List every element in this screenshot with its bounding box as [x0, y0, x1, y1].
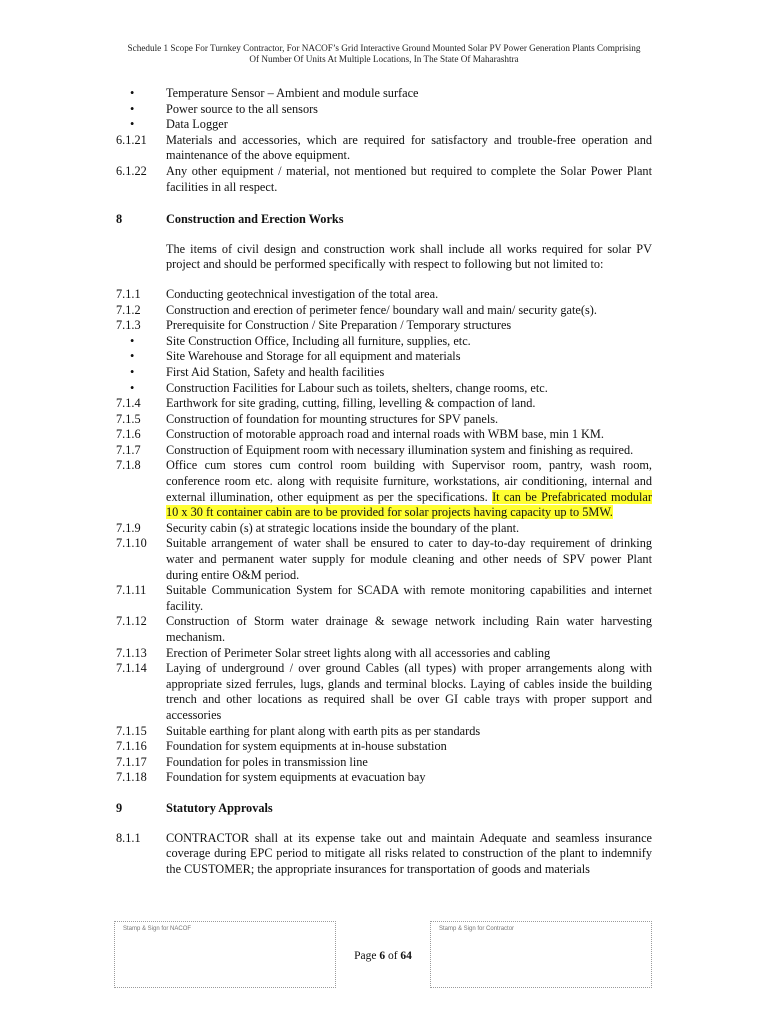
clause-item: 7.1.4 Earthwork for site grading, cutting, filling, levelling & compaction of land. [116, 396, 536, 411]
page-number: Page 6 of 64 [354, 950, 412, 962]
bullet-item: • Power source to the all sensors [116, 102, 652, 118]
bullet-icon: • [130, 333, 135, 348]
clause-item: 7.1.12 Construction of Storm water drainage & sewage network including Rain water harvesting mechanism. [116, 614, 652, 644]
clause-item: 7.1.16 Foundation for system equipments at in-house substation [116, 739, 447, 754]
clause-item: 7.1.8 Office cum stores cum control room building with Supervisor room, pantry, wash room, conference room etc. along with requisite furniture, workstations, air conditioning, internal and external illumination, other equipment as per the specifications. It can be Prefabricated modular 10 x 30 ft container cabin are to be provided for solar projects having capacity up to 5MW. [116, 458, 652, 520]
bullet-item: • Temperature Sensor – Ambient and module surface [116, 86, 652, 102]
page-header [100, 43, 668, 65]
clause-item: 7.1.18 Foundation for system equipments at evacuation bay [116, 770, 426, 785]
bullet-icon: • [130, 364, 135, 379]
clause-item: 7.1.15 Suitable earthing for plant along with earth pits as per standards [116, 723, 481, 738]
clause-item: 8.1.1 CONTRACTOR shall at its expense take out and maintain Adequate and seamless insurance coverage during EPC period to mitigate all risks related to construction of the plant to indemnify the CUSTOMER; the appropriate insurances for transportation of goods and materials [116, 830, 652, 876]
header-line-1: Schedule 1 Scope For Turnkey Contractor, For NACOF’s Grid Interactive Ground Mounted Solar PV Power Generation Plants Comprising [127, 43, 641, 53]
highlighted-text: It can be Prefabricated modular 10 x 30 ft container cabin are to be provided for solar projects having capacity up to 5MW. [166, 489, 652, 520]
stamp-label: Stamp & Sign for NACOF [123, 926, 192, 932]
clause-item: 7.1.14 Laying of underground / over ground Cables (all types) with proper arrangements along with appropriate sized ferrules, lugs, glands and terminal blocks. Laying of cables inside the building trench and other locations as required shall be over GI cable trays with proper support and accessories [116, 661, 652, 722]
page-content [116, 86, 652, 877]
section-heading: 8 Construction and Erection Works [116, 212, 344, 227]
clause-item: 7.1.2 Construction and erection of perimeter fence/ boundary wall and main/ security gate(s). [116, 302, 597, 317]
stamp-label: Stamp & Sign for Contractor [439, 926, 515, 932]
clause-item: 6.1.21 Materials and accessories, which are required for satisfactory and trouble-free operation and maintenance of the above equipment. [116, 132, 652, 163]
clause-item: 7.1.13 Erection of Perimeter Solar street lights along with all accessories and cabling [116, 645, 551, 660]
clause-item: 7.1.7 Construction of Equipment room with necessary illumination system and finishing as required. [116, 442, 634, 457]
clause-item: 7.1.10 Suitable arrangement of water shall be ensured to cater to day-to-day requirement of drinking water and permanent water supply for module cleaning and other needs of SPV power Plant during entire O&M period. [116, 536, 652, 582]
bullet-item: • First Aid Station, Safety and health facilities [116, 365, 652, 381]
clause-item: 7.1.6 Construction of motorable approach road and internal roads with WBM base, min 1 KM. [116, 427, 604, 442]
clause-item: 7.1.1 Conducting geotechnical investigation of the total area. [116, 286, 439, 301]
section-intro: The items of civil design and construction work shall include all works required for solar PV project and should be performed specifically with respect to following but not limited to: [166, 241, 652, 272]
bullet-item: • Construction Facilities for Labour such as toilets, shelters, change rooms, etc. [116, 381, 652, 397]
stamp-box-nacof [114, 921, 336, 988]
bullet-item: • Data Logger [116, 117, 652, 133]
bullet-item: • Site Warehouse and Storage for all equipment and materials [116, 349, 652, 365]
stamp-box-contractor [430, 921, 652, 988]
bullet-icon: • [130, 380, 135, 395]
bullet-item: • Site Construction Office, Including all furniture, supplies, etc. [116, 334, 652, 350]
clause-item: 7.1.11 Suitable Communication System for SCADA with remote monitoring capabilities and internet facility. [116, 583, 652, 613]
clause-item: 7.1.17 Foundation for poles in transmission line [116, 754, 368, 769]
bullet-icon: • [130, 117, 135, 132]
clause-text: Office cum stores cum control room building with Supervisor room, pantry, wash room, conference room etc. along with requisite furniture, workstations, air conditioning, internal and external illumination, other equipment as per the specifications. [166, 458, 652, 504]
bullet-icon: • [130, 349, 135, 364]
clause-item: 7.1.3 Prerequisite for Construction / Site Preparation / Temporary structures [116, 318, 512, 333]
bullet-icon: • [130, 86, 135, 100]
clause-item: 7.1.9 Security cabin (s) at strategic locations inside the boundary of the plant. [116, 520, 520, 535]
header-line-2: Of Number Of Units At Multiple Locations, In The State Of Maharashtra [249, 54, 519, 64]
clause-item: 6.1.22 Any other equipment / material, not mentioned but required to complete the Solar Power Plant facilities in all respect. [116, 163, 652, 194]
section-heading: 9 Statutory Approvals [116, 800, 273, 815]
bullet-icon: • [130, 101, 135, 116]
clause-item: 7.1.5 Construction of foundation for mounting structures for SPV panels. [116, 411, 499, 426]
